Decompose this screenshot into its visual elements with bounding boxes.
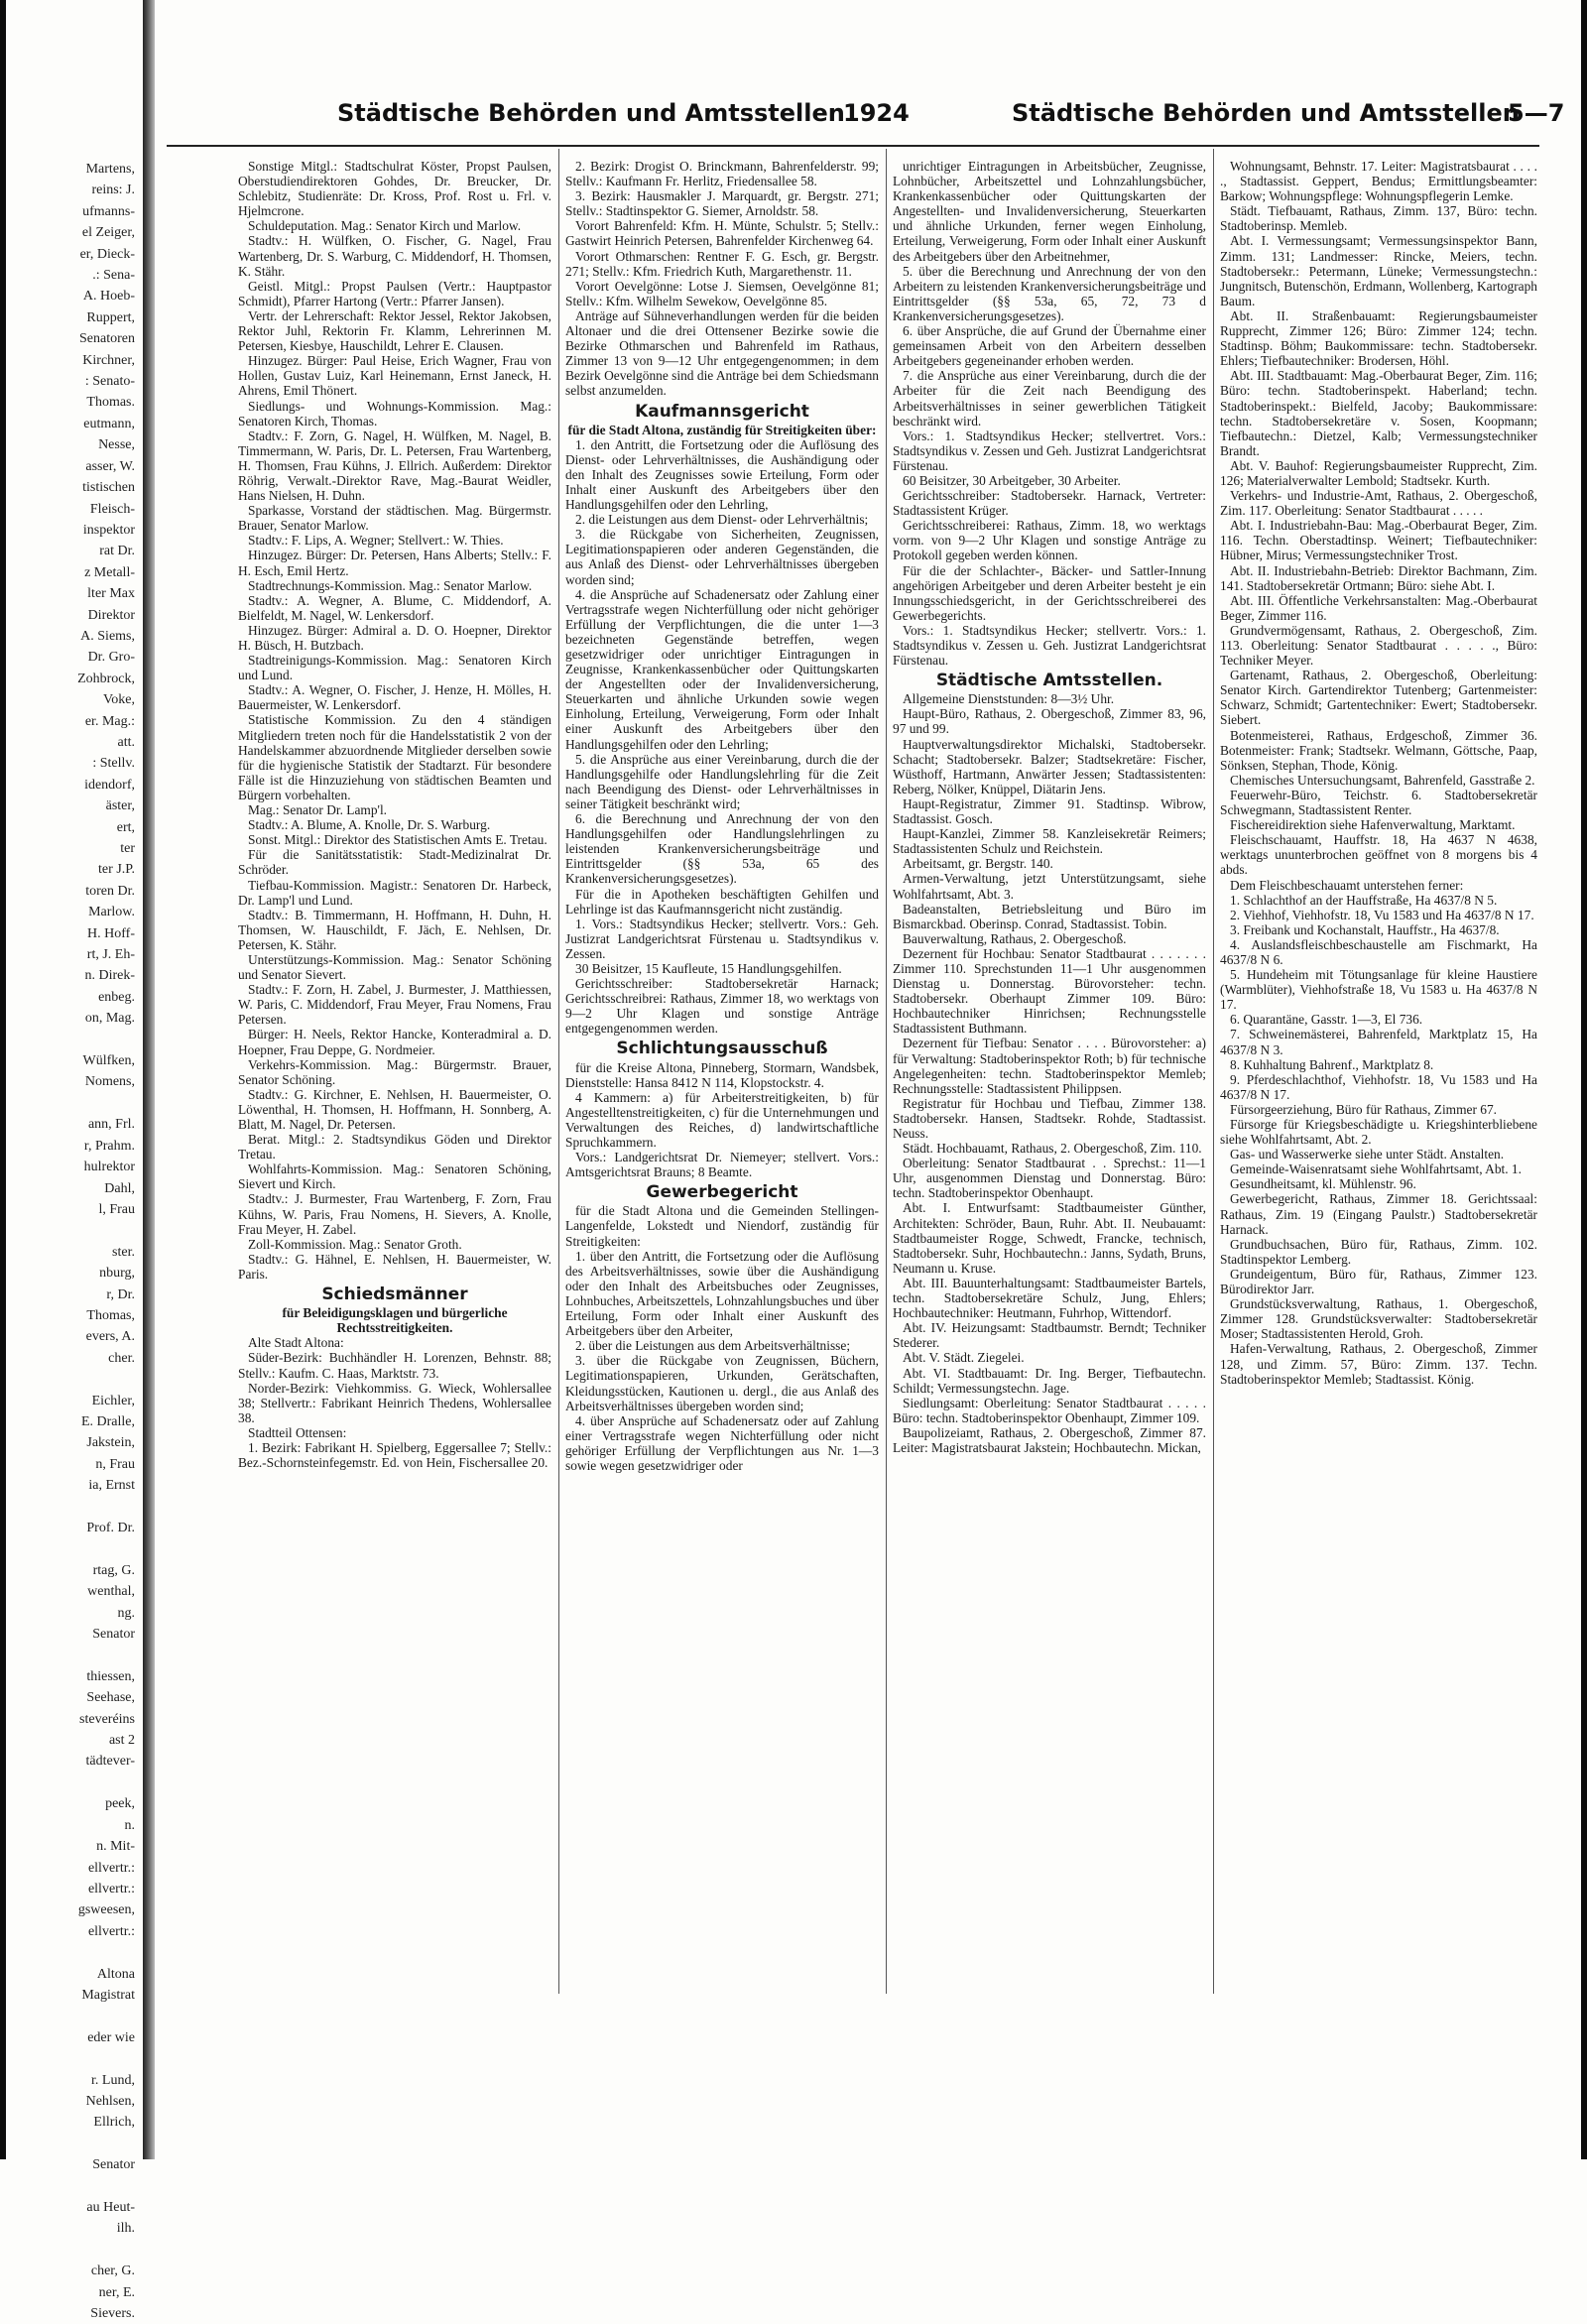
header-year: 1924	[843, 99, 910, 127]
entry: 4. über Ansprüche auf Schadenersatz oder auf Zahlung einer Vertragsstrafe wegen Nichterfüllung oder nicht gehöriger Erfüllung der Verpflichtungen aus Nr. 1—3 sowie wegen gesetzwidriger oder	[565, 1412, 879, 1473]
prev-page-line	[0, 2176, 139, 2197]
prev-page-line	[0, 1645, 139, 1665]
prev-page-line: ert,	[116, 819, 135, 835]
entry: Abt. V. Bauhof: Regierungsbaumeister Rupprecht, Zim. 126; Materialverwalter Lembold; Stadtsekr. Kurth.	[1220, 457, 1537, 488]
entry: Siedlungs- und Wohnungs-Kommission. Mag.: Senatoren Kirch, Thomas.	[238, 398, 551, 428]
prev-page-line: ilh.	[116, 2221, 135, 2237]
prev-page-line: ellvertr.:	[87, 1881, 135, 1896]
entry: Mag.: Senator Dr. Lamp'l.	[248, 802, 388, 818]
entry: Vors.: Landgerichtsrat Dr. Niemeyer; stellvert. Vors.: Amtsgerichtsrat Brauns; 8 Beamte.	[565, 1150, 879, 1180]
entry: 9. Pferdeschlachthof, Viehhofstr. 18, Vu 1583 und Ha 4637/8 N 17.	[1220, 1071, 1537, 1102]
prev-page-line: äster,	[105, 798, 135, 814]
entry: 8. Kuhhaltung Bahrenf., Marktplatz 8.	[1230, 1056, 1434, 1072]
entry: Abt. III. Stadtbauamt: Mag.-Oberbaurat Beger, Zim. 116; Büro: techn. Stadtoberinspekt. Haberland; techn. Stadtoberinspekt.: Bielfeld, Jacoby; Baukommissare: techn. Stadtobersekretäre v. Sosen, Koopmann; Tiefbautechn.: Dietzel, Kalb; Vermessungstechniker Brandt.	[1220, 368, 1537, 458]
prev-page-line: cher.	[108, 1350, 135, 1366]
entry: Anträge auf Sühneverhandlungen werden für die beiden Altonaer und die drei Ottensener Bezirke sowie die Bezirke Othmarschen und Bahrenfeld im Rathaus, Zimmer 13 von 9—12 Uhr entgegengenommen; in dem Bezirk Oevelgönne sind die Anträge bei dem Schiedsmann selbst anzumelden.	[565, 307, 879, 399]
prev-page-line	[0, 1030, 139, 1050]
prev-page-line	[0, 1220, 139, 1241]
prev-page-line: Fleisch-	[89, 501, 135, 517]
prev-page-line: ann, Frl.	[87, 1117, 135, 1133]
prev-page-line: Nehlsen,	[85, 2093, 135, 2109]
column-4	[1220, 159, 1537, 1994]
prev-page-line: H. Hoff-	[87, 925, 135, 941]
entry: unrichtiger Eintragungen in Arbeitsbücher, Zeugnisse, Lohnbücher, Arbeitszettel und Lohnzahlungsbücher, Krankenkassenbücher oder Quittungskarten der Angestellten- und Invalidenversicherung, Steuerkarten und ähnliche Urkunden, ferner wegen Einholung, Erteilung, Verweigerung, Form oder Inhalt einer Auskunft des Arbeitgebers über den Arbeitnehmer,	[893, 159, 1206, 264]
entry: Abt. IV. Heizungsamt: Stadtbaumstr. Berndt; Techniker Stederer.	[893, 1320, 1206, 1351]
prev-page-line: att.	[117, 734, 135, 750]
column-1	[238, 159, 551, 1994]
prev-page-line	[0, 1942, 139, 1963]
entry: Gartenamt, Rathaus, 2. Obergeschoß, Oberleitung: Senator Kirch. Gartendirektor Tutenberg; Gartenmeister: Schwarz, Schmidt; Gartentechniker: Ewert; Stadtobersekr. Siebert.	[1220, 668, 1537, 728]
prev-page-line: idendorf,	[84, 777, 135, 793]
prev-page-line: ellvertr.:	[87, 1923, 135, 1939]
prev-page-line: l, Frau	[98, 1201, 135, 1217]
entry: Abt. III. Bauunterhaltungsamt: Stadtbaumeister Bartels, techn. Stadtobersekretäre Schulz, Jung, Ehlers; Hochbautechniker: Heutmann, Fuhrhop, Wittendorf.	[893, 1275, 1206, 1321]
prev-page-line: ufmanns-	[82, 203, 135, 219]
column-divider	[558, 149, 559, 1994]
prev-page-line: Jakstein,	[86, 1435, 135, 1451]
prev-page-line: nburg,	[99, 1266, 135, 1282]
prev-page-line: au Heut-	[86, 2200, 135, 2215]
entry: Verkehrs- und Industrie-Amt, Rathaus, 2. Obergeschoß, Zim. 117. Oberleitung: Senator Stadtbaurat . . . . .	[1220, 488, 1537, 519]
prev-page-line: asser, W.	[85, 458, 135, 474]
prev-page-line: n. Direk-	[84, 968, 135, 984]
entry: Stadtv.: A. Wegner, O. Fischer, J. Henze, H. Mölles, H. Bauermeister, W. Lenkersdorf.	[238, 682, 551, 713]
prev-page-line: Thomas.	[86, 395, 135, 411]
entry: 4. Auslandsfleischbeschaustelle am Fischmarkt, Ha 4637/8 N 6.	[1220, 936, 1537, 967]
prev-page-line: E. Dralle,	[80, 1413, 135, 1429]
entry: Abt. I. Entwurfsamt: Stadtbaumeister Günther, Architekten: Schröder, Baun, Ruhr. Abt. II. Neubauamt: Stadtbaumeister Rogge, Schwedt, Francke, technisch, Stadtobersekr. Suhr, Hochbautechn.: Janns, Sydath, Bruns, Neumann u. Kruse.	[893, 1200, 1206, 1276]
prev-page-line: Dahl,	[104, 1180, 135, 1196]
prev-page-line	[0, 1369, 139, 1390]
prev-page-line: toren Dr.	[85, 883, 135, 899]
entry: Vors.: 1. Stadtsyndikus Hecker; stellvertret. Vors.: Stadtsyndikus v. Zessen und Geh. Justizrat Landgerichtsrat Fürstenau.	[893, 428, 1206, 473]
entry: Stadtv.: F. Lips, A. Wegner; Stellvert.: W. Thies.	[248, 533, 504, 549]
entry: Oberleitung: Senator Stadtbaurat . . Sprechst.: 11—1 Uhr, ausgenommen Dienstag und Donnerstag. Büro: techn. Stadtoberinspektor Obenhaupt.	[893, 1156, 1206, 1201]
prev-page-line: rt, J. Eh-	[86, 947, 135, 963]
prev-page-line: cher, G.	[90, 2263, 135, 2279]
section-heading: Städtische Amtsstellen.	[935, 671, 1163, 691]
entry: Hinzugez. Bürger: Dr. Petersen, Hans Alberts; Stellv.: F. H. Esch, Emil Hertz.	[238, 548, 551, 578]
entry: Stadtv.: F. Zorn, H. Zabel, J. Burmester, J. Matthiessen, W. Paris, C. Middendorf, Frau Meyer, Frau Nomens, Frau Petersen.	[238, 982, 551, 1028]
entry: Unterstützungs-Kommission. Mag.: Senator Schöning und Senator Sievert.	[238, 951, 551, 983]
prev-page-line: Prof. Dr.	[86, 1521, 135, 1535]
entry: 4. die Ansprüche auf Schadenersatz oder Zahlung einer Vertragsstrafe wegen Nichterfüllung oder nicht gehöriger Erfüllung der Verpflichtungen, die die unter 1—3 bezeichneten Gegenstände betreffen, wegen gesetzwidriger oder unrichtiger Eintragungen in Zeugnisse, Krankenkassenbücher oder Quittungskarten der Angestellten oder der Invalidenversicherung, Steuerkarten und ähnliche Urkunden sowie wegen Einholung, Erteilung, Verweigerung, Form oder Inhalt einer Auskunft des Arbeitgebers über den Handlungsgehilfen oder den Lehrling;	[565, 586, 879, 752]
entry: Sonst. Mitgl.: Direktor des Statistischen Amts E. Tretau.	[248, 832, 548, 848]
entry: Haupt-Registratur, Zimmer 91. Stadtinsp. Wibrow, Stadtassist. Gosch.	[893, 795, 1206, 827]
entry: Baupolizeiamt, Rathaus, 2. Obergeschoß, Zimmer 87. Leiter: Magistratsbaurat Jakstein; Hochbautechn. Mickan,	[893, 1424, 1206, 1455]
entry: Stadtteil Ottensen:	[248, 1424, 347, 1440]
entry: 6. die Berechnung und Anrechnung der von den Handlungsgehilfen oder Handlungslehrlingen zu leistenden Krankenversicherungsbeiträge und Eintrittsgelder (§§ 53a, 65 des Krankenversicherungsgesetzes).	[565, 811, 879, 887]
entry: Stadtv.: H. Wülfken, O. Fischer, G. Nagel, Frau Wartenberg, Dr. S. Warburg, C. Middendorf, H. Thomsen, K. Stähr.	[238, 233, 551, 279]
entry: Abt. V. Städt. Ziegelei.	[903, 1350, 1025, 1366]
entry: Fürsorgeerziehung, Büro für Rathaus, Zimmer 67.	[1230, 1101, 1497, 1117]
entry: Statistische Kommission. Zu den 4 ständigen Mitgliedern treten noch für die Handelsstatistik 2 von der Handelskammer abzuordnende Mitglieder derselben sowie für die hygienische Statistik der Stadtarzt. Für besondere Fälle ist die Hinzuziehung von städtischen Beamten und Bürgern vorbehalten.	[238, 712, 551, 802]
entry: 1. Vors.: Stadtsyndikus Hecker; stellvertr. Vors.: Geh. Justizrat Landgerichtsrat Fürstenau u. Stadtsyndikus v. Zessen.	[565, 916, 879, 961]
prev-page-line: : Stellv.	[92, 756, 135, 772]
entry: Abt. II. Straßenbauamt: Regierungsbaumeister Rupprecht, Zimmer 126; Büro: Zimmer 124; techn. Stadtinsp. Böhm; Baukommissare: techn. Stadtobersekr. Ehlers; Tiefbautechniker: Brodersen, Höhl.	[1220, 307, 1537, 369]
entry: 7. die Ansprüche aus einer Vereinbarung, durch die der Arbeiter für die Zeit nach Beendigung des Arbeitsverhältnisses in seiner gewerblichen Tätigkeit beschränkt wird.	[893, 368, 1206, 428]
prev-page-line	[0, 1093, 139, 1114]
prev-page-line: thiessen,	[86, 1668, 135, 1684]
prev-page-line: n.	[124, 1817, 135, 1833]
entry: Haupt-Kanzlei, Zimmer 58. Kanzleisekretär Reimers; Stadtassistenten Schulz und Reichstein.	[893, 826, 1206, 857]
prev-page-line: Senator	[92, 1627, 135, 1643]
prev-page-line	[0, 2240, 139, 2261]
header-right: Städtische Behörden und Amtsstellen	[1012, 99, 1520, 127]
prev-page-line: A. Siems,	[80, 628, 135, 644]
prev-page-line: el Zeiger,	[81, 225, 135, 241]
entry: Verkehrs-Kommission. Mag.: Bürgermstr. Brauer, Senator Schöning.	[238, 1056, 551, 1087]
prev-page-line: r, Prahm.	[83, 1138, 135, 1154]
prev-page-line: ast 2	[108, 1733, 135, 1749]
prev-page-line: er. Mag.:	[84, 713, 135, 729]
prev-page-line: inspektor	[82, 522, 135, 538]
entry: Gemeinde-Waisenratsamt siehe Wohlfahrtsamt, Abt. 1.	[1230, 1162, 1522, 1177]
entry: Abt. II. Industriebahn-Betrieb: Direktor Bachmann, Zim. 141. Stadtobersekretär Ortmann; Büro: siehe Abt. I.	[1220, 562, 1537, 593]
prev-page-line: Zohbrock,	[77, 671, 135, 686]
scan-edge-right	[1581, 0, 1587, 2159]
prev-page-line	[0, 2006, 139, 2026]
entry: Städt. Hochbauamt, Rathaus, 2. Obergeschoß, Zim. 110.	[903, 1141, 1202, 1157]
entry: 3. über die Rückgabe von Zeugnissen, Büchern, Legitimationspapieren, Urkunden, Gerätschaften, Kleidungsstücken, Kautionen u. dergl., die aus Anlaß des Arbeitsverhältnisses übergeben worden sind;	[565, 1353, 879, 1413]
entry: 1. Bezirk: Fabrikant H. Spielberg, Eggersallee 7; Stellv.: Bez.-Schornsteinfegemstr. Ed. von Hein, Fischersallee 20.	[238, 1439, 551, 1471]
prev-page-line: Marlow.	[88, 905, 135, 920]
prev-page-line: Sievers.	[90, 2306, 135, 2322]
prev-page-line: ng.	[117, 1605, 135, 1621]
entry: Städt. Tiefbauamt, Rathaus, Zimm. 137, Büro: techn. Stadtoberinsp. Memleb.	[1220, 203, 1537, 234]
section-heading: Schiedsmänner	[321, 1284, 468, 1305]
prev-page-line: peek,	[105, 1796, 135, 1812]
entry: 1. Schlachthof an der Hauffstraße, Ha 4637/8 N 5.	[1230, 892, 1498, 908]
prev-page-line: er, Dieck-	[79, 246, 135, 262]
entry: Stadtv.: G. Kirchner, E. Nehlsen, H. Bauermeister, O. Löwenthal, H. Thomsen, H. Hoffmann, H. Sonnberg, A. Blatt, M. Nagel, Dr. Petersen.	[238, 1086, 551, 1132]
entry: Wohlfahrts-Kommission. Mag.: Senatoren Schöning, Sievert und Kirch.	[238, 1162, 551, 1192]
prev-page-line: steveréins	[79, 1711, 135, 1727]
entry: Stadtv.: J. Burmester, Frau Wartenberg, F. Zorn, Frau Kühns, W. Paris, Frau Nomens, H. Sievers, A. Knolle, Frau Meyer, H. Zabel.	[238, 1191, 551, 1237]
entry: Vorort Oevelgönne: Lotse J. Siemsen, Oevelgönne 81; Stellv.: Kfm. Wilhelm Sewekow, Oevelgönne 85.	[565, 278, 879, 308]
prev-page-line: ter J.P.	[98, 862, 135, 878]
prev-page-line: n, Frau	[95, 1456, 135, 1472]
entry: Schuldeputation. Mag.: Senator Kirch und Marlow.	[248, 218, 522, 234]
prev-page-line: hulrektor	[83, 1160, 135, 1175]
book-gutter	[143, 0, 155, 2159]
entry: 2. die Leistungen aus dem Dienst- oder Lehrverhältnis;	[575, 512, 869, 528]
section-heading: Kaufmannsgericht	[635, 401, 809, 422]
prev-page-line: ellvertr.:	[87, 1860, 135, 1876]
entry: Für die Sanitätsstatistik: Stadt-Medizinalrat Dr. Schröder.	[238, 847, 551, 878]
prev-page-line: n. Mit-	[96, 1839, 135, 1855]
entry: Gesundheitsamt, kl. Mühlenstr. 96.	[1230, 1176, 1416, 1192]
entry: für die Kreise Altona, Pinneberg, Stormarn, Wandsbek, Dienststelle: Hansa 8412 N 114, Klopstockstr. 4.	[565, 1059, 879, 1090]
prev-page-line: Ellrich,	[93, 2115, 135, 2131]
entry: Vertr. der Lehrerschaft: Rektor Jessel, Rektor Jakobsen, Rektor Juhl, Rektorin Fr. Klamm, Lehrerinnen M. Petersen, Kiesbye, Hauschildt, Lehrer E. Clausen.	[238, 307, 551, 354]
section-heading: Gewerbegericht	[646, 1182, 798, 1203]
column-3	[893, 159, 1206, 1994]
entry: Norder-Bezirk: Viehkommiss. G. Wieck, Wohlersallee 38; Stellvertr.: Fabrikant Heinrich Thedens, Wohlersallee 38.	[238, 1380, 551, 1425]
prev-page-line: Seehase,	[86, 1690, 135, 1706]
prev-page-line: tistischen	[82, 480, 135, 496]
prev-page-line: Kirchner,	[82, 352, 135, 368]
header-rule	[167, 145, 1539, 147]
entry: 6. über Ansprüche, die auf Grund der Übernahme einer gemeinsamen Arbeit von den Arbeitern desselben Arbeitgebers gegeneinander erhoben werden.	[893, 323, 1206, 369]
entry: 2. Viehhof, Viehhofstr. 18, Vu 1583 und Ha 4637/8 N 17.	[1230, 907, 1534, 922]
entry: Gewerbegericht, Rathaus, Zimmer 18. Gerichtssaal: Rathaus, Zim. 19 (Eingang Paulstr.) Stadtobersekretär Harnack.	[1220, 1191, 1537, 1237]
entry: Gas- und Wasserwerke siehe unter Städt. Anstalten.	[1230, 1147, 1505, 1162]
prev-page-line	[0, 2048, 139, 2069]
entry: Fischereidirektion siehe Hafenverwaltung, Marktamt.	[1230, 817, 1516, 833]
column-divider	[1213, 149, 1214, 1994]
prev-page-line: ia, Ernst	[88, 1478, 135, 1494]
entry: Hinzugez. Bürger: Paul Heise, Erich Wagner, Frau von Hollen, Gustav Luiz, Karl Heinemann, Ernst Janeck, H. Ahrens, Emil Thönert.	[238, 353, 551, 399]
section-subheading: für die Stadt Altona, zuständig für Streitigkeiten über:	[567, 422, 877, 437]
entry: Bürger: H. Neels, Rektor Hancke, Konteradmiral a. D. Hoepner, Frau Deppe, G. Nordmeier.	[238, 1027, 551, 1057]
prev-page-line: tädtever-	[85, 1754, 135, 1770]
prev-page-line: Ruppert,	[86, 309, 135, 325]
entry: Vors.: 1. Stadtsyndikus Hecker; stellvertr. Vors.: 1. Stadtsyndikus v. Zessen u. Geh. Justizrat Landgerichtsrat Fürstenau.	[893, 622, 1206, 669]
entry: Gerichtsschreiber: Stadtobersekr. Harnack, Vertreter: Stadtassistent Krüger.	[893, 488, 1206, 519]
entry: Feuerwehr-Büro, Teichstr. 6. Stadtobersekretär Schwegmann, Stadtassistent Renter.	[1220, 787, 1537, 818]
prev-page-line: ster.	[112, 1244, 135, 1260]
entry: Für die in Apotheken beschäftigten Gehilfen und Lehrlinge ist das Kaufmannsgericht nicht zuständig.	[565, 886, 879, 917]
entry: Berat. Mitgl.: 2. Stadtsyndikus Göden und Direktor Tretau.	[238, 1132, 551, 1162]
prev-page-line: gsweesen,	[77, 1902, 135, 1918]
prev-page-line: wenthal,	[87, 1584, 135, 1600]
entry: Siedlungsamt: Oberleitung: Senator Stadtbaurat . . . . . Büro: techn. Stadtoberinspektor Obenhaupt, Zimmer 109.	[893, 1395, 1206, 1425]
entry: Hinzugez. Bürger: Admiral a. D. O. Hoepner, Direktor H. Büsch, H. Butzbach.	[238, 622, 551, 653]
entry: Fürsorge für Kriegsbeschädigte u. Kriegshinterbliebene siehe Wohlfahrtsamt, Abt. 2.	[1220, 1117, 1537, 1148]
entry: Abt. I. Vermessungsamt; Vermessungsinspektor Bann, Zimm. 131; Landmesser: Rincke, Meiers, techn. Stadtobersekr.: Petermann, Lüneke; Vermessungstechn.: Jungnitsch, Butenschön, Erdmann, Wollenberg, Kartograph Baum.	[1220, 233, 1537, 308]
entry: Allgemeine Dienststunden: 8—3½ Uhr.	[903, 691, 1115, 707]
prev-page-line: Direktor	[87, 607, 135, 623]
entry: 5. Hundeheim mit Tötungsanlage für kleine Haustiere (Warmblüter), Viehhofstraße 18, Vu 1583 u. Ha 4637/8 N 17.	[1220, 967, 1537, 1013]
entry: Hafen-Verwaltung, Rathaus, 2. Obergeschoß, Zimmer 128, und Zimm. 57, Büro: Zimm. 137. Techn. Stadtoberinspektor Memleb; Stadtassist. König.	[1220, 1341, 1537, 1387]
entry: 2. Bezirk: Drogist O. Brinckmann, Bahrenfelderstr. 99; Stellv.: Kaufmann Fr. Herlitz, Friedensallee 58.	[565, 159, 879, 189]
entry: Dezernent für Tiefbau: Senator . . . . Bürovorsteher: a) für Verwaltung: Stadtoberinspektor Roth; b) für technische Angelegenheiten: techn. Stadtoberinspektor Memleb; Rechnungsstelle: Stadtassistent Philippsen.	[893, 1036, 1206, 1096]
prev-page-line	[0, 2134, 139, 2154]
entry: Stadtv.: F. Zorn, G. Nagel, H. Wülfken, M. Nagel, B. Timmermann, W. Paris, Dr. L. Petersen, Frau Wartenberg, H. Thomsen, Frau Kühns, J. Ellrich. Außerdem: Direktor Röhrig, Verwalt.-Direktor Rave, Mag.-Baurat Weidler, Hans Nielsen, H. Duhn.	[238, 428, 551, 504]
prev-page-line	[0, 1538, 139, 1559]
entry: Haupt-Büro, Rathaus, 2. Obergeschoß, Zimmer 83, 96, 97 und 99.	[893, 706, 1206, 737]
page-number: 5—7	[1508, 99, 1565, 127]
prev-page-line: A. Hoeb-	[82, 289, 135, 305]
prev-page-line: Voke,	[102, 692, 135, 708]
previous-page-fragment	[0, 159, 139, 2322]
entry: Sparkasse, Vorstand der städtischen. Mag. Bürgermstr. Brauer, Senator Marlow.	[238, 503, 551, 534]
entry: 3. die Rückgabe von Sicherheiten, Zeugnissen, Legitimationspapieren oder anderen Gegenständen, die aus Anlaß des Dienst- oder Lehrverhältnisses übergeben worden sind;	[565, 527, 879, 587]
prev-page-line: .: Sena-	[92, 268, 135, 284]
entry: Bauverwaltung, Rathaus, 2. Obergeschoß.	[903, 930, 1127, 946]
header-left: Städtische Behörden und Amtsstellen	[337, 99, 845, 127]
prev-page-line: eder wie	[87, 2029, 135, 2045]
page-header	[169, 99, 1565, 141]
entry: 5. die Ansprüche aus einer Vereinbarung, durch die der Handlungsgehilfe oder Handlungslehrling für die Zeit nach Beendigung des Dienst- oder Lehrverhältnisses in seiner Tätigkeit beschränkt wird;	[565, 751, 879, 811]
section-subheading: für Beleidigungsklagen und bürgerliche Rechtsstreitigkeiten.	[282, 1305, 508, 1336]
prev-page-line: Martens,	[85, 162, 135, 177]
entry: Stadtv.: A. Blume, A. Knolle, Dr. S. Warburg.	[248, 817, 491, 833]
entry: Stadtrechnungs-Kommission. Mag.: Senator Marlow.	[248, 577, 533, 593]
prev-page-line: Eichler,	[91, 1393, 135, 1408]
entry: Stadtreinigungs-Kommission. Mag.: Senatoren Kirch und Lund.	[238, 653, 551, 683]
prev-page-line: Senator	[92, 2157, 135, 2173]
prev-page-line: Altona	[96, 1966, 135, 1982]
prev-page-line: rtag, G.	[92, 1562, 135, 1578]
entry: 30 Beisitzer, 15 Kaufleute, 15 Handlungsgehilfen.	[575, 960, 842, 976]
entry: Geistl. Mitgl.: Propst Paulsen (Vertr.: Hauptpastor Schmidt), Pfarrer Hartong (Vertr.: Pfarrer Jansen).	[238, 278, 551, 308]
entry: 3. Freibank und Kochanstalt, Hauffstr., Ha 4637/8.	[1230, 921, 1500, 937]
entry: Vorort Bahrenfeld: Kfm. H. Münte, Schulstr. 5; Stellv.: Gastwirt Heinrich Petersen, Bahrenfelder Kirchenweg 64.	[565, 218, 879, 249]
entry: Abt. VI. Stadtbauamt: Dr. Ing. Berger, Tiefbautechn. Schildt; Vermessungstechn. Jage.	[893, 1365, 1206, 1396]
entry: Stadtv.: G. Hähnel, E. Nehlsen, H. Bauermeister, W. Paris.	[238, 1251, 551, 1282]
prev-page-line: lter Max	[87, 586, 135, 602]
entry: Gerichtsschreiberei: Rathaus, Zimm. 18, wo werktags vorm. von 9—2 Uhr Klagen und sonstige Anträge zu Protokoll gegeben werden können.	[893, 518, 1206, 563]
entry: Gerichtsschreiber: Stadtobersekretär Harnack; Gerichtsschreibrei: Rathaus, Zimmer 18, wo werktags von 9—2 Uhr Klagen und sonstige Anträge entgegengenommen werden.	[565, 976, 879, 1037]
entry: Sonstige Mitgl.: Stadtschulrat Köster, Propst Paulsen, Oberstudiendirektoren Gohdes, Dr. Breucker, Dr. Schlebitz, Studienräte: Dr. Kross, Prof. Rost u. Frl. v. Hjelmcrone.	[238, 159, 551, 219]
entry: Abt. III. Öffentliche Verkehrsanstalten: Mag.-Oberbaurat Beger, Zimmer 116.	[1220, 592, 1537, 623]
entry: 3. Bezirk: Hausmakler J. Marquardt, gr. Bergstr. 271; Stellv.: Stadtinspektor G. Siemer, Arnoldstr. 58.	[565, 188, 879, 219]
column-2	[565, 159, 879, 1994]
prev-page-line: r, Dr.	[106, 1286, 135, 1302]
entry: Grundvermögensamt, Rathaus, 2. Obergeschoß, Zim. 113. Oberleitung: Senator Stadtbaurat . . . . ., Büro: Techniker Meyer.	[1220, 622, 1537, 669]
entry: Tiefbau-Kommission. Magistr.: Senatoren Dr. Harbeck, Dr. Lamp'l und Lund.	[238, 877, 551, 908]
section-heading: Schlichtungsausschuß	[616, 1039, 828, 1059]
entry: Für die der Schlachter-, Bäcker- und Sattler-Innung angehörigen Arbeitgeber und deren Arbeiter besteht je ein Innungsschiedsgericht, in der Gerichtsschreiberei des Gewerbegerichts.	[893, 562, 1206, 623]
entry: Zoll-Kommission. Mag.: Senator Groth.	[248, 1236, 462, 1252]
prev-page-line: on, Mag.	[84, 1011, 135, 1027]
column-divider	[886, 149, 887, 1994]
entry: Chemisches Untersuchungsamt, Bahrenfeld, Gasstraße 2.	[1230, 772, 1535, 788]
entry: Grundeigentum, Büro für, Rathaus, Zimmer 123. Bürodirektor Jarr.	[1220, 1266, 1537, 1297]
entry: Vorort Othmarschen: Rentner F. G. Esch, gr. Bergstr. 271; Stellv.: Kfm. Friedrich Kuth, Margarethenstr. 11.	[565, 248, 879, 279]
entry: Wohnungsamt, Behnstr. 17. Leiter: Magistratsbaurat . . . . ., Stadtassist. Geppert, Bendus; Ermittlungsbeamter: Barkow; Wohnungspflege: Wohnungspflegerin Lemke.	[1220, 159, 1537, 204]
entry: 60 Beisitzer, 30 Arbeitgeber, 30 Arbeiter.	[903, 472, 1121, 488]
entry: Süder-Bezirk: Buchhändler H. Lorenzen, Behnstr. 88; Stellv.: Kaufm. C. Haas, Marktstr. 73.	[238, 1350, 551, 1381]
prev-page-line: rat Dr.	[99, 544, 135, 559]
entry: Badeanstalten, Betriebsleitung und Büro im Bismarckbad. Oberinsp. Conrad, Stadtassist. Tobin.	[893, 901, 1206, 931]
prev-page-line: Nomens,	[84, 1074, 135, 1090]
prev-page-line: : Senato-	[84, 374, 135, 390]
entry: Grundstücksverwaltung, Rathaus, 1. Obergeschoß, Zimmer 128. Grundstücksverwalter: Stadtobersekretär Moser; Stadtassistenten Herold, Groh.	[1220, 1296, 1537, 1342]
prev-page-line: Nesse,	[98, 437, 135, 453]
entry: Stadtv.: B. Timmermann, H. Hoffmann, H. Duhn, H. Thomsen, W. Hauschildt, F. Jäch, E. Nehlsen, Dr. Petersen, K. Stähr.	[238, 907, 551, 952]
prev-page-line	[0, 1773, 139, 1793]
entry: für die Stadt Altona und die Gemeinden Stellingen-Langenfelde, Lokstedt und Niendorf, zuständig für Streitigkeiten:	[565, 1203, 879, 1249]
prev-page-line: Thomas,	[86, 1307, 135, 1323]
entry: 4 Kammern: a) für Arbeiterstreitigkeiten, b) für Angestelltenstreitigkeiten, c) für die Unternehmungen und Verwaltungen des Reiches, d) landwirtschaftliche Spruchkammern.	[565, 1089, 879, 1150]
prev-page-line: enbeg.	[98, 989, 135, 1005]
entry: Armen-Verwaltung, jetzt Unterstützungsamt, siehe Wohlfahrtsamt, Abt. 3.	[893, 871, 1206, 902]
prev-page-line: Magistrat	[81, 1987, 135, 2003]
prev-page-line: reins: J.	[91, 183, 135, 198]
prev-page-line: r. Lund,	[91, 2072, 135, 2088]
entry: Botenmeisterei, Rathaus, Erdgeschoß, Zimmer 36. Botenmeister: Frank; Stadtsekr. Welmann, Göttsche, Paap, Sönksen, Stephan, Thode, König.	[1220, 727, 1537, 773]
prev-page-line: ner, E.	[98, 2284, 135, 2300]
entry: 1. den Antritt, die Fortsetzung oder die Auflösung des Dienst- oder Lehrverhältnisses, die Aushändigung oder den Inhalt des Zeugnisses sowie Erteilung, Form oder Inhalt einer Auskunft des Arbeitgebers über den Handlungsgehilfen oder den Lehrling,	[565, 436, 879, 513]
prev-page-line: Senatoren	[79, 331, 135, 347]
entry: Grundbuchsachen, Büro für, Rathaus, Zimm. 102. Stadtinspektor Lemberg.	[1220, 1236, 1537, 1267]
entry: 1. über den Antritt, die Fortsetzung oder die Auflösung des Arbeitsverhältnisses, sowie über die Aushändigung oder den Inhalt des Arbeitsbuches oder Zeugnisses, Lohnbuches, Arbeitszettels, Lohnzahlungsbuches und über Erteilung, Form oder Inhalt einer Auskunft des Arbeitgebers über den Arbeiter,	[565, 1248, 879, 1339]
entry: 5. über die Berechnung und Anrechnung der von den Arbeitern zu leistenden Krankenversicherungsbeiträge und Eintrittsgelder (§§ 53a, 65, 72, 73 d Krankenversicherungsgesetzes).	[893, 263, 1206, 323]
prev-page-line: ter	[120, 841, 135, 856]
entry: Dem Fleischbeschauamt unterstehen ferner:	[1230, 877, 1464, 893]
prev-page-line: Dr. Gro-	[87, 650, 135, 666]
prev-page-line	[0, 1497, 139, 1518]
entry: 6. Quarantäne, Gasstr. 1—3, El 736.	[1230, 1012, 1423, 1028]
prev-page-line: Wülfken,	[82, 1053, 135, 1069]
entry: Fleischschauamt, Hauffstr. 18, Ha 4637 N 4638, werktags ununterbrochen geöffnet von 8 morgens bis 4 abds.	[1220, 832, 1537, 878]
entry: 7. Schweinemästerei, Bahrenfeld, Marktplatz 15, Ha 4637/8 N 3.	[1220, 1027, 1537, 1057]
prev-page-line: z Metall-	[84, 564, 135, 580]
entry: Registratur für Hochbau und Tiefbau, Zimmer 138. Stadtobersekr. Hansen, Stadtsekr. Rohde, Stadtassist. Neuss.	[893, 1095, 1206, 1141]
entry: Alte Stadt Altona:	[248, 1335, 344, 1351]
entry: Abt. I. Industriebahn-Bau: Mag.-Oberbaurat Beger, Zim. 116. Techn. Oberstadtinsp. Weinert; Tiefbautechniker: Hübner, Mirus; Vermessungstechniker Trost.	[1220, 518, 1537, 563]
entry: Hauptverwaltungsdirektor Michalski, Stadtobersekr. Schacht; Stadtobersekr. Balzer; Stadtsekretäre: Fischer, Wüsthoff, Hartmann, Anwärter Jessen; Stadtassistenten: Reberg, Nölker, Knüppel, Diätarin Jens.	[893, 736, 1206, 796]
entry: Arbeitsamt, gr. Bergstr. 140.	[903, 856, 1053, 872]
entry: 2. über die Leistungen aus dem Arbeitsverhältnisse;	[575, 1338, 851, 1354]
prev-page-line: evers, A.	[85, 1329, 135, 1345]
entry: Dezernent für Hochbau: Senator Stadtbaurat . . . . . . . Zimmer 110. Sprechstunden 11—1 Uhr ausgenommen Dienstag u. Donnerstag. Bürovorsteher: techn. Stadtobersekr. Oberhaupt Zimmer 109. Büro: Hochbautechniker Hinrichsen; Rechnungsstelle Stadtassistent Buthmann.	[893, 945, 1206, 1037]
prev-page-line: eutmann,	[83, 416, 135, 431]
entry: Stadtv.: A. Wegner, A. Blume, C. Middendorf, A. Bielfeldt, M. Nagel, W. Lenkersdorf.	[238, 592, 551, 623]
